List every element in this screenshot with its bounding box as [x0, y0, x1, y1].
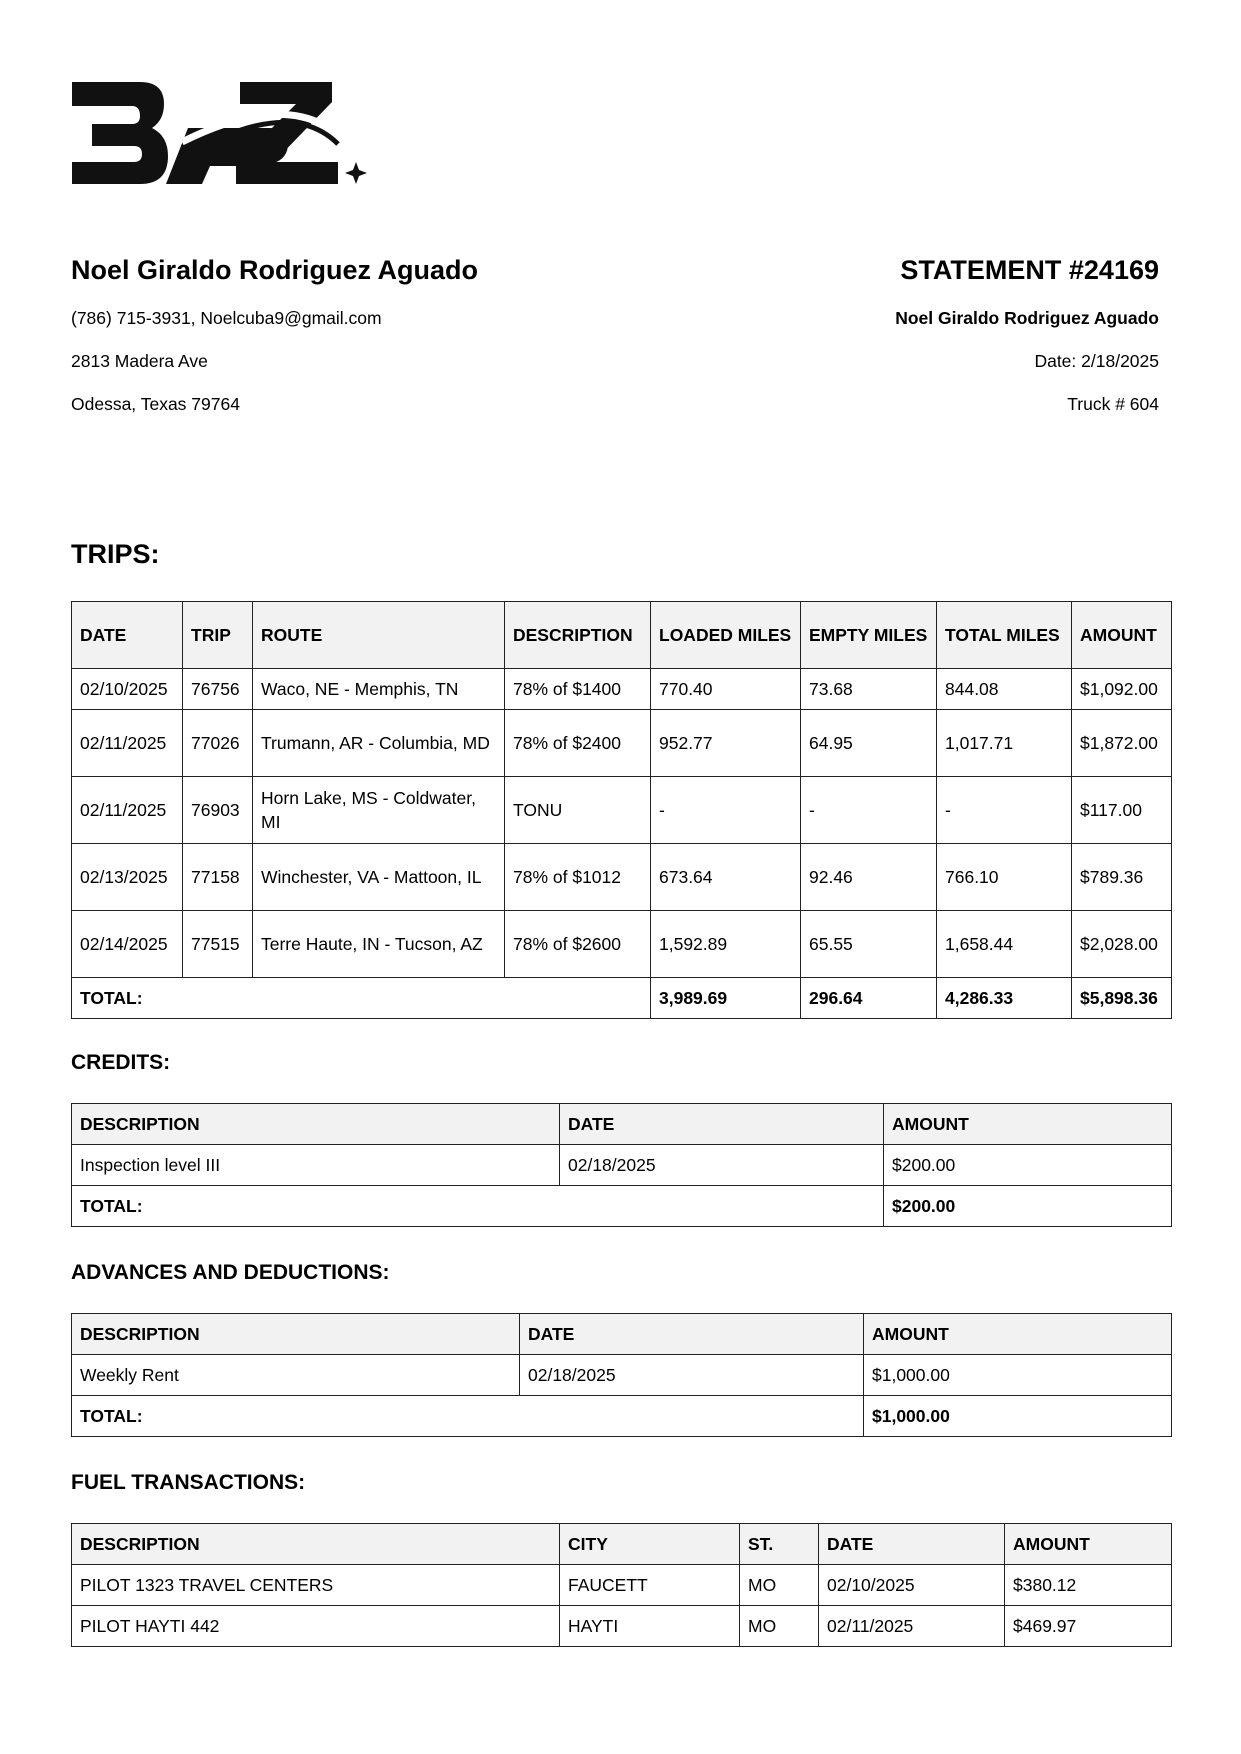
driver-address-line2: Odessa, Texas 79764: [71, 394, 240, 414]
cell-date: 02/10/2025: [819, 1565, 1005, 1606]
cell-empty-miles: -: [801, 777, 937, 844]
table-row: [72, 844, 1172, 911]
cell-date: 02/10/2025: [72, 669, 183, 710]
cell-route: Waco, NE - Memphis, TN: [253, 669, 505, 710]
advances-title: ADVANCES AND DEDUCTIONS:: [71, 1261, 390, 1284]
table-row: [72, 669, 1172, 710]
cell-loaded-miles: 673.64: [651, 844, 801, 911]
table-header-row: [72, 1314, 1172, 1355]
cell-amount: $380.12: [1005, 1565, 1172, 1606]
svg-text:BRZ: BRZ: [70, 78, 72, 79]
cell-trip: 77158: [183, 844, 253, 911]
driver-contact: (786) 715-3931, Noelcuba9@gmail.com: [71, 308, 382, 328]
table-header-row: [72, 602, 1172, 669]
table-row: [72, 911, 1172, 978]
cell-total-miles: 766.10: [937, 844, 1072, 911]
table-header-row: [72, 1104, 1172, 1145]
total-label: TOTAL:: [72, 1186, 884, 1227]
total-row: [72, 1396, 1172, 1437]
table-row: [72, 1565, 1172, 1606]
advances-table: [71, 1313, 1172, 1437]
driver-name: Noel Giraldo Rodriguez Aguado: [71, 255, 479, 285]
cell-date: 02/14/2025: [72, 911, 183, 978]
cell-date: 02/11/2025: [819, 1606, 1005, 1647]
cell-trip: 76756: [183, 669, 253, 710]
col-header-description: DESCRIPTION: [72, 1314, 520, 1355]
cell-description: Inspection level III: [72, 1145, 560, 1186]
table-row: [72, 710, 1172, 777]
table-header-row: [72, 1524, 1172, 1565]
cell-description: 78% of $2600: [505, 911, 651, 978]
col-header-state: ST.: [740, 1524, 819, 1565]
cell-route: Terre Haute, IN - Tucson, AZ: [253, 911, 505, 978]
cell-amount: $200.00: [884, 1145, 1172, 1186]
cell-trip: 76903: [183, 777, 253, 844]
col-header-description: DESCRIPTION: [72, 1524, 560, 1565]
col-header-description: DESCRIPTION: [505, 602, 651, 669]
statement-info: [599, 253, 1159, 436]
total-label: TOTAL:: [72, 978, 651, 1019]
cell-total-miles: 844.08: [937, 669, 1072, 710]
cell-empty-miles: 64.95: [801, 710, 937, 777]
col-header-date: DATE: [520, 1314, 864, 1355]
col-header-date: DATE: [560, 1104, 884, 1145]
cell-loaded-miles: -: [651, 777, 801, 844]
col-header-total-miles: TOTAL MILES: [937, 602, 1072, 669]
cell-amount: $1,872.00: [1072, 710, 1172, 777]
col-header-amount: AMOUNT: [1072, 602, 1172, 669]
cell-amount: $789.36: [1072, 844, 1172, 911]
fuel-title: FUEL TRANSACTIONS:: [71, 1471, 306, 1494]
cell-route: Trumann, AR - Columbia, MD: [253, 710, 505, 777]
col-header-amount: AMOUNT: [884, 1104, 1172, 1145]
total-row: [72, 1186, 1172, 1227]
col-header-amount: AMOUNT: [1005, 1524, 1172, 1565]
total-amount: $200.00: [884, 1186, 1172, 1227]
driver-info: [71, 253, 631, 436]
col-header-route: ROUTE: [253, 602, 505, 669]
cell-route: Winchester, VA - Mattoon, IL: [253, 844, 505, 911]
cell-amount: $1,092.00: [1072, 669, 1172, 710]
table-row: [72, 777, 1172, 844]
statement-name: Noel Giraldo Rodriguez Aguado: [895, 308, 1159, 328]
cell-city: FAUCETT: [560, 1565, 740, 1606]
total-total-miles: 4,286.33: [937, 978, 1072, 1019]
fuel-table: [71, 1523, 1172, 1647]
col-header-description: DESCRIPTION: [72, 1104, 560, 1145]
cell-description: 78% of $2400: [505, 710, 651, 777]
col-header-date: DATE: [72, 602, 183, 669]
brz-logo: [70, 78, 382, 190]
cell-state: MO: [740, 1565, 819, 1606]
statement-date: Date: 2/18/2025: [1034, 351, 1159, 371]
cell-date: 02/11/2025: [72, 710, 183, 777]
cell-loaded-miles: 952.77: [651, 710, 801, 777]
cell-description: Weekly Rent: [72, 1355, 520, 1396]
table-row: [72, 1606, 1172, 1647]
cell-description: PILOT HAYTI 442: [72, 1606, 560, 1647]
trips-title: TRIPS:: [71, 539, 160, 569]
total-row: [72, 978, 1172, 1019]
col-header-loaded-miles: LOADED MILES: [651, 602, 801, 669]
total-empty-miles: 296.64: [801, 978, 937, 1019]
cell-state: MO: [740, 1606, 819, 1647]
cell-loaded-miles: 770.40: [651, 669, 801, 710]
cell-empty-miles: 92.46: [801, 844, 937, 911]
table-row: [72, 1355, 1172, 1396]
col-header-empty-miles: EMPTY MILES: [801, 602, 937, 669]
table-row: [72, 1145, 1172, 1186]
cell-amount: $469.97: [1005, 1606, 1172, 1647]
cell-description: PILOT 1323 TRAVEL CENTERS: [72, 1565, 560, 1606]
total-amount: $5,898.36: [1072, 978, 1172, 1019]
cell-empty-miles: 73.68: [801, 669, 937, 710]
cell-date: 02/18/2025: [560, 1145, 884, 1186]
cell-description: TONU: [505, 777, 651, 844]
cell-amount: $2,028.00: [1072, 911, 1172, 978]
credits-table: [71, 1103, 1172, 1227]
credits-title: CREDITS:: [71, 1051, 171, 1074]
cell-date: 02/11/2025: [72, 777, 183, 844]
cell-total-miles: -: [937, 777, 1072, 844]
driver-address-line1: 2813 Madera Ave: [71, 351, 208, 371]
col-header-city: CITY: [560, 1524, 740, 1565]
cell-description: 78% of $1400: [505, 669, 651, 710]
cell-date: 02/18/2025: [520, 1355, 864, 1396]
col-header-amount: AMOUNT: [864, 1314, 1172, 1355]
cell-trip: 77515: [183, 911, 253, 978]
cell-trip: 77026: [183, 710, 253, 777]
cell-description: 78% of $1012: [505, 844, 651, 911]
col-header-date: DATE: [819, 1524, 1005, 1565]
statement-truck: Truck # 604: [1067, 394, 1159, 414]
cell-amount: $117.00: [1072, 777, 1172, 844]
cell-route: Horn Lake, MS - Coldwater, MI: [253, 777, 505, 844]
cell-amount: $1,000.00: [864, 1355, 1172, 1396]
cell-date: 02/13/2025: [72, 844, 183, 911]
total-label: TOTAL:: [72, 1396, 864, 1437]
col-header-trip: TRIP: [183, 602, 253, 669]
total-amount: $1,000.00: [864, 1396, 1172, 1437]
cell-city: HAYTI: [560, 1606, 740, 1647]
total-loaded-miles: 3,989.69: [651, 978, 801, 1019]
cell-total-miles: 1,017.71: [937, 710, 1072, 777]
cell-empty-miles: 65.55: [801, 911, 937, 978]
cell-total-miles: 1,658.44: [937, 911, 1072, 978]
cell-loaded-miles: 1,592.89: [651, 911, 801, 978]
trips-table: [71, 601, 1172, 1019]
statement-title: STATEMENT #24169: [900, 255, 1159, 285]
